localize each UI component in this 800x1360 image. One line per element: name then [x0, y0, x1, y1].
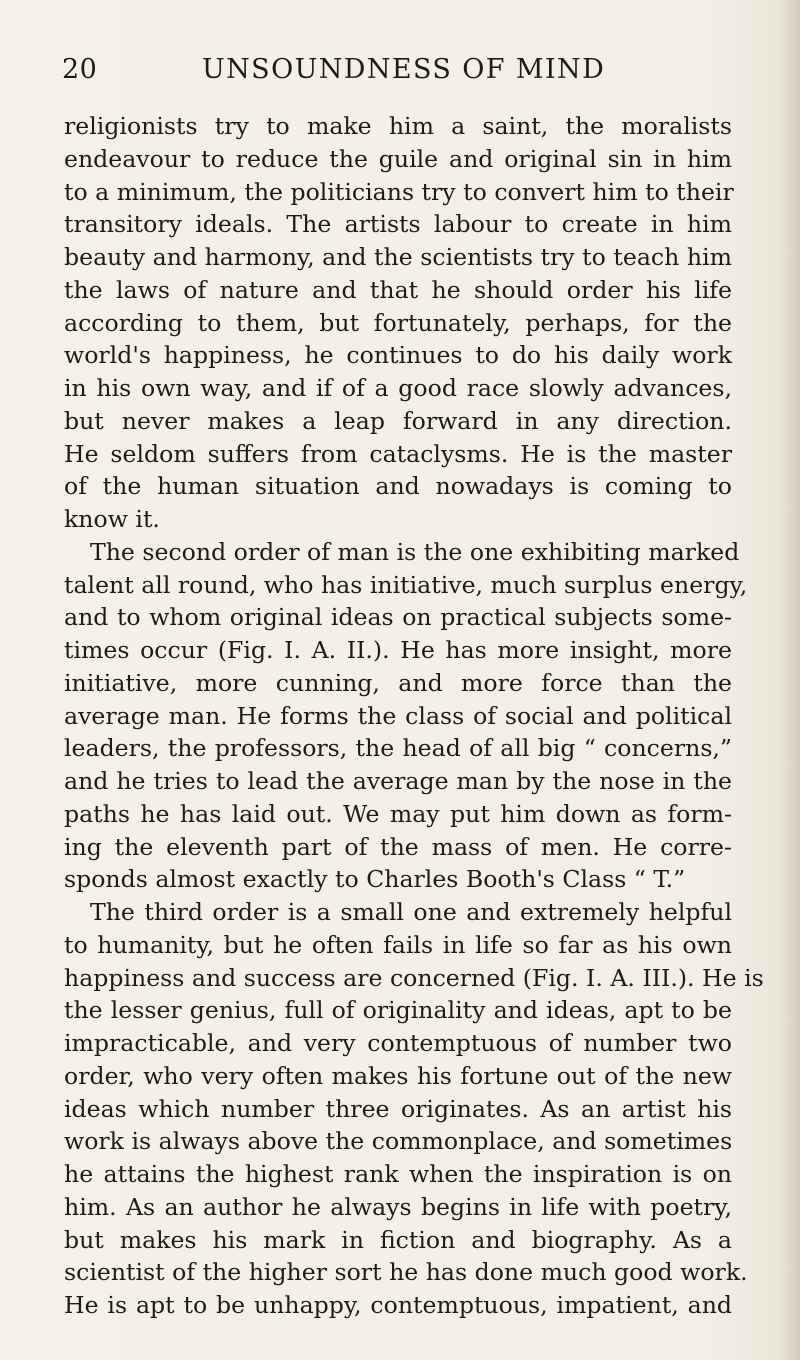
- text-line: scientist of the higher sort he has done much good work.: [64, 1258, 748, 1287]
- text-line: the lesser genius, full of originality and ideas, apt to be: [64, 996, 732, 1025]
- text-line: initiative, more cunning, and more force than the: [64, 668, 732, 697]
- text-line: He is apt to be unhappy, contemptuous, impatient, and: [64, 1291, 732, 1319]
- text-line: world's happiness, he continues to do his daily work: [64, 341, 732, 370]
- text-line: leaders, the professors, the head of all big “ concerns,”: [64, 734, 732, 763]
- text-line: average man. He forms the class of social and political: [64, 701, 732, 730]
- text-line: in his own way, and if of a good race slowly advances,: [64, 374, 732, 402]
- page-edge-shadow: [782, 0, 800, 1360]
- text-line: him. As an author he always begins in life with poetry,: [64, 1192, 732, 1221]
- text-line: He seldom suffers from cataclysms. He is the master: [64, 439, 732, 468]
- text-line: religionists try to make him a saint, the moralists: [64, 112, 732, 140]
- text-line: order, who very often makes his fortune out of the new: [64, 1061, 732, 1090]
- text-line: The third order is a small one and extremely helpful: [90, 898, 732, 926]
- text-line: know it.: [64, 505, 160, 533]
- page-number: 20: [62, 54, 98, 85]
- text-line: to humanity, but he often fails in life so far as his own: [64, 930, 732, 959]
- text-line: times occur (Fig. I. A. II.). He has more insight, more: [64, 636, 732, 664]
- text-line: impracticable, and very contemptuous of number two: [64, 1029, 732, 1057]
- text-line: ideas which number three originates. As an artist his: [64, 1094, 732, 1123]
- text-line: but makes his mark in fiction and biography. As a: [64, 1225, 732, 1254]
- text-line: and he tries to lead the average man by the nose in the: [64, 767, 732, 795]
- text-line: the laws of nature and that he should order his life: [64, 275, 732, 304]
- page-header: [62, 52, 732, 88]
- text-line: beauty and harmony, and the scientists try to teach him: [64, 243, 732, 271]
- text-line: The second order of man is the one exhibiting marked: [90, 537, 740, 566]
- text-line: paths he has laid out. We may put him down as form-: [64, 799, 732, 828]
- text-line: of the human situation and nowadays is coming to: [64, 472, 732, 501]
- body-text: [64, 110, 764, 1322]
- text-line: work is always above the commonplace, and sometimes: [64, 1127, 733, 1156]
- text-line: sponds almost exactly to Charles Booth's Class “ T.”: [64, 865, 686, 894]
- text-line: transitory ideals. The artists labour to create in him: [64, 210, 732, 239]
- text-line: to a minimum, the politicians try to convert him to their: [64, 177, 734, 206]
- text-line: talent all round, who has initiative, much surplus energy,: [64, 570, 748, 599]
- text-line: happiness and success are concerned (Fig. I. A. III.). He is: [64, 963, 764, 992]
- text-line: endeavour to reduce the guile and original sin in him: [64, 144, 732, 173]
- text-line: according to them, but fortunately, perhaps, for the: [64, 308, 732, 337]
- running-head: UNSOUNDNESS OF MIND: [202, 54, 606, 85]
- text-line: and to whom original ideas on practical subjects some-: [64, 603, 732, 632]
- text-line: but never makes a leap forward in any direction.: [64, 406, 732, 435]
- text-line: he attains the highest rank when the inspiration is on: [64, 1160, 732, 1188]
- text-line: ing the eleventh part of the mass of men. He corre-: [64, 832, 732, 861]
